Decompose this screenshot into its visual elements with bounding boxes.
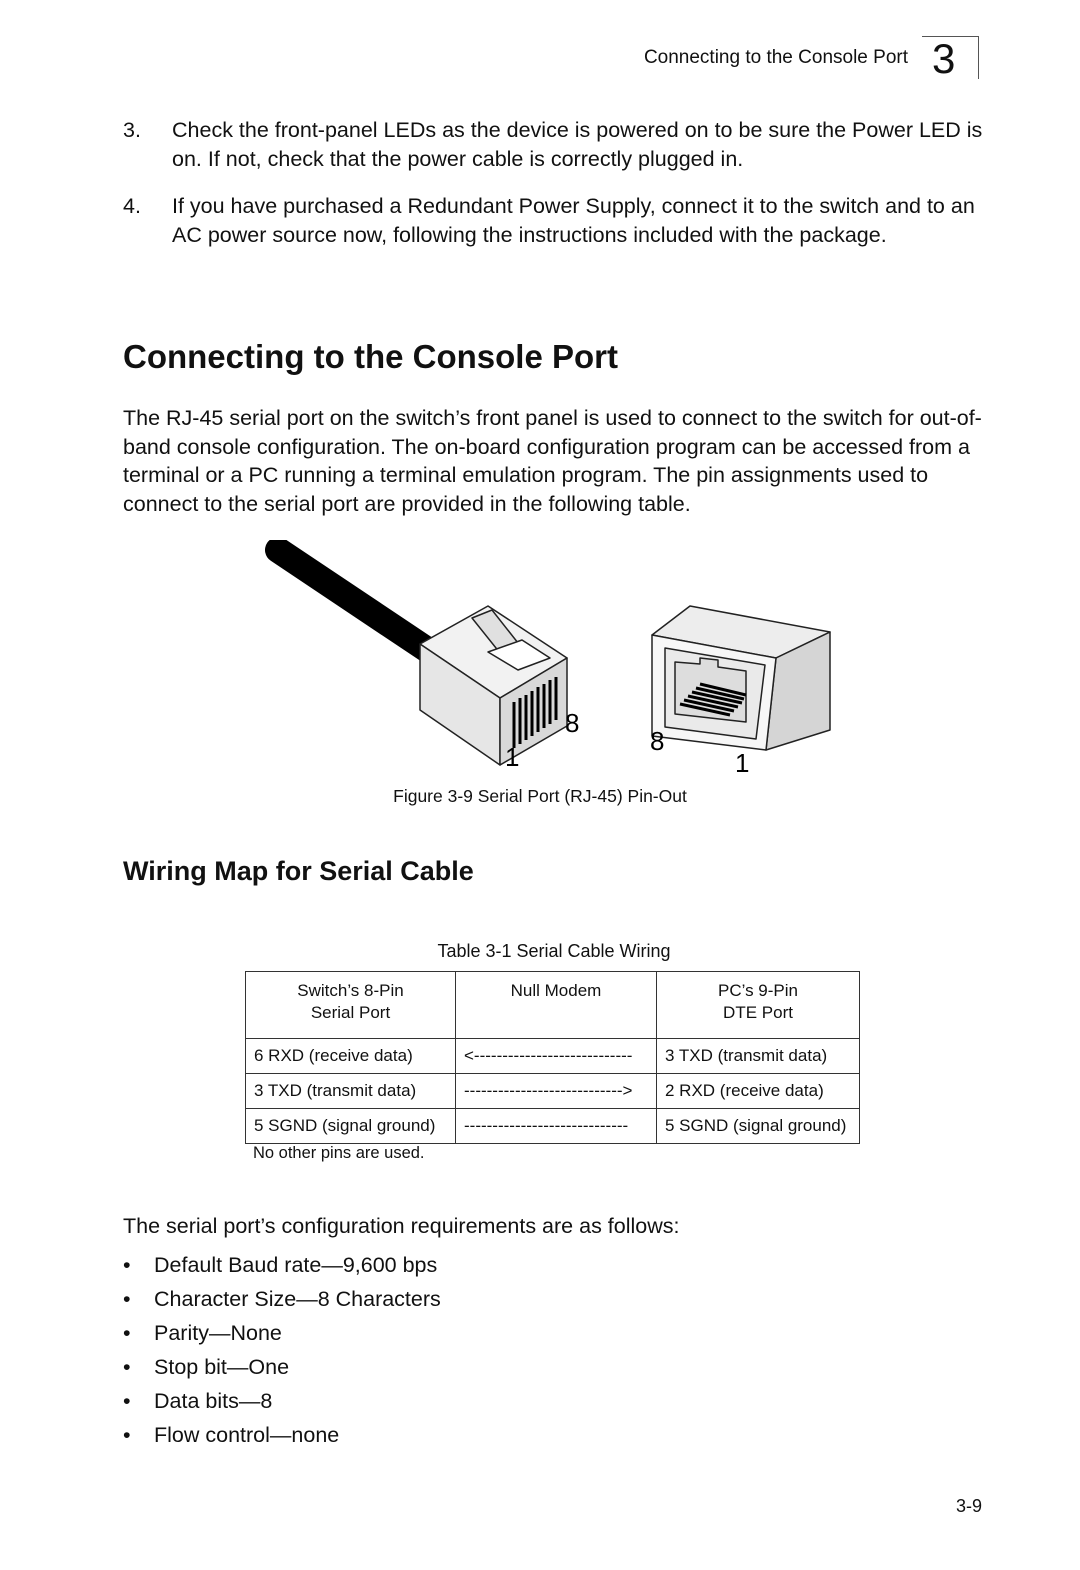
bullet-icon: • [123,1423,131,1447]
table-cell: ----------------------------> [456,1074,657,1109]
table-row [246,1074,860,1109]
bullet-icon: • [123,1253,131,1277]
chapter-number: 3 [932,35,956,82]
section-title: Connecting to the Console Port [123,338,618,375]
section-paragraph: The RJ-45 serial port on the switch’s front panel is used to connect to the switch for out-of-band console configuration. The on-board configuration program can be accessed from a terminal or a PC running a terminal emulation program. The pin assignments used to connect to the serial port are provided in the following table. [123,406,982,516]
step-number: 4. [123,194,141,218]
bullet-icon: • [123,1389,131,1413]
running-header-title: Connecting to the Console Port [643,47,908,68]
jack-pin-8-label: 8 [650,726,665,756]
table-cell: 3 TXD (transmit data) [657,1039,860,1074]
bullet-icon: • [123,1355,131,1379]
figure-caption: Figure 3-9 Serial Port (RJ-45) Pin-Out [393,786,687,806]
step-text: If you have purchased a Redundant Power Supply, connect it to the switch and to an AC power source now, following the instructions included with the package. [172,194,975,247]
table-note: No other pins are used. [253,1144,425,1162]
step-number: 3. [123,118,141,142]
table-cell: 3 TXD (transmit data) [246,1074,456,1109]
column-header-null-modem: Null Modem [456,972,657,1039]
table-cell: 5 SGND (signal ground) [246,1109,456,1144]
rj45-plug-illustration [420,606,567,765]
step-text: Check the front-panel LEDs as the device is powered on to be sure the Power LED is on. If not, check that the power cable is correctly plugged in. [172,118,983,171]
table-cell: <---------------------------- [456,1039,657,1074]
table-cell: ----------------------------- [456,1109,657,1144]
table-cell: 5 SGND (signal ground) [657,1109,860,1144]
column-header-switch: Switch’s 8-Pin Serial Port [246,972,456,1039]
page-number: 3-9 [955,1496,982,1516]
subsection-title: Wiring Map for Serial Cable [123,856,474,886]
rj45-pinout-figure [260,540,860,785]
table-row [246,1109,860,1144]
plug-pin-1-label: 1 [505,742,520,772]
bullet-icon: • [123,1287,131,1311]
rj45-jack-illustration [652,606,830,750]
serial-cable-wiring-table [245,971,860,1144]
requirements-intro: The serial port’s configuration requirements are as follows: [123,1214,680,1238]
bullet-icon: • [123,1321,131,1345]
plug-pin-8-label: 8 [565,708,580,738]
table-row [246,1039,860,1074]
cable-illustration [278,550,435,655]
table-cell: 2 RXD (receive data) [657,1074,860,1109]
column-header-pc: PC’s 9-Pin DTE Port [657,972,860,1039]
table-header-row [246,972,860,1039]
table-cell: 6 RXD (receive data) [246,1039,456,1074]
table-caption: Table 3-1 Serial Cable Wiring [437,941,671,961]
jack-pin-1-label: 1 [735,748,750,778]
